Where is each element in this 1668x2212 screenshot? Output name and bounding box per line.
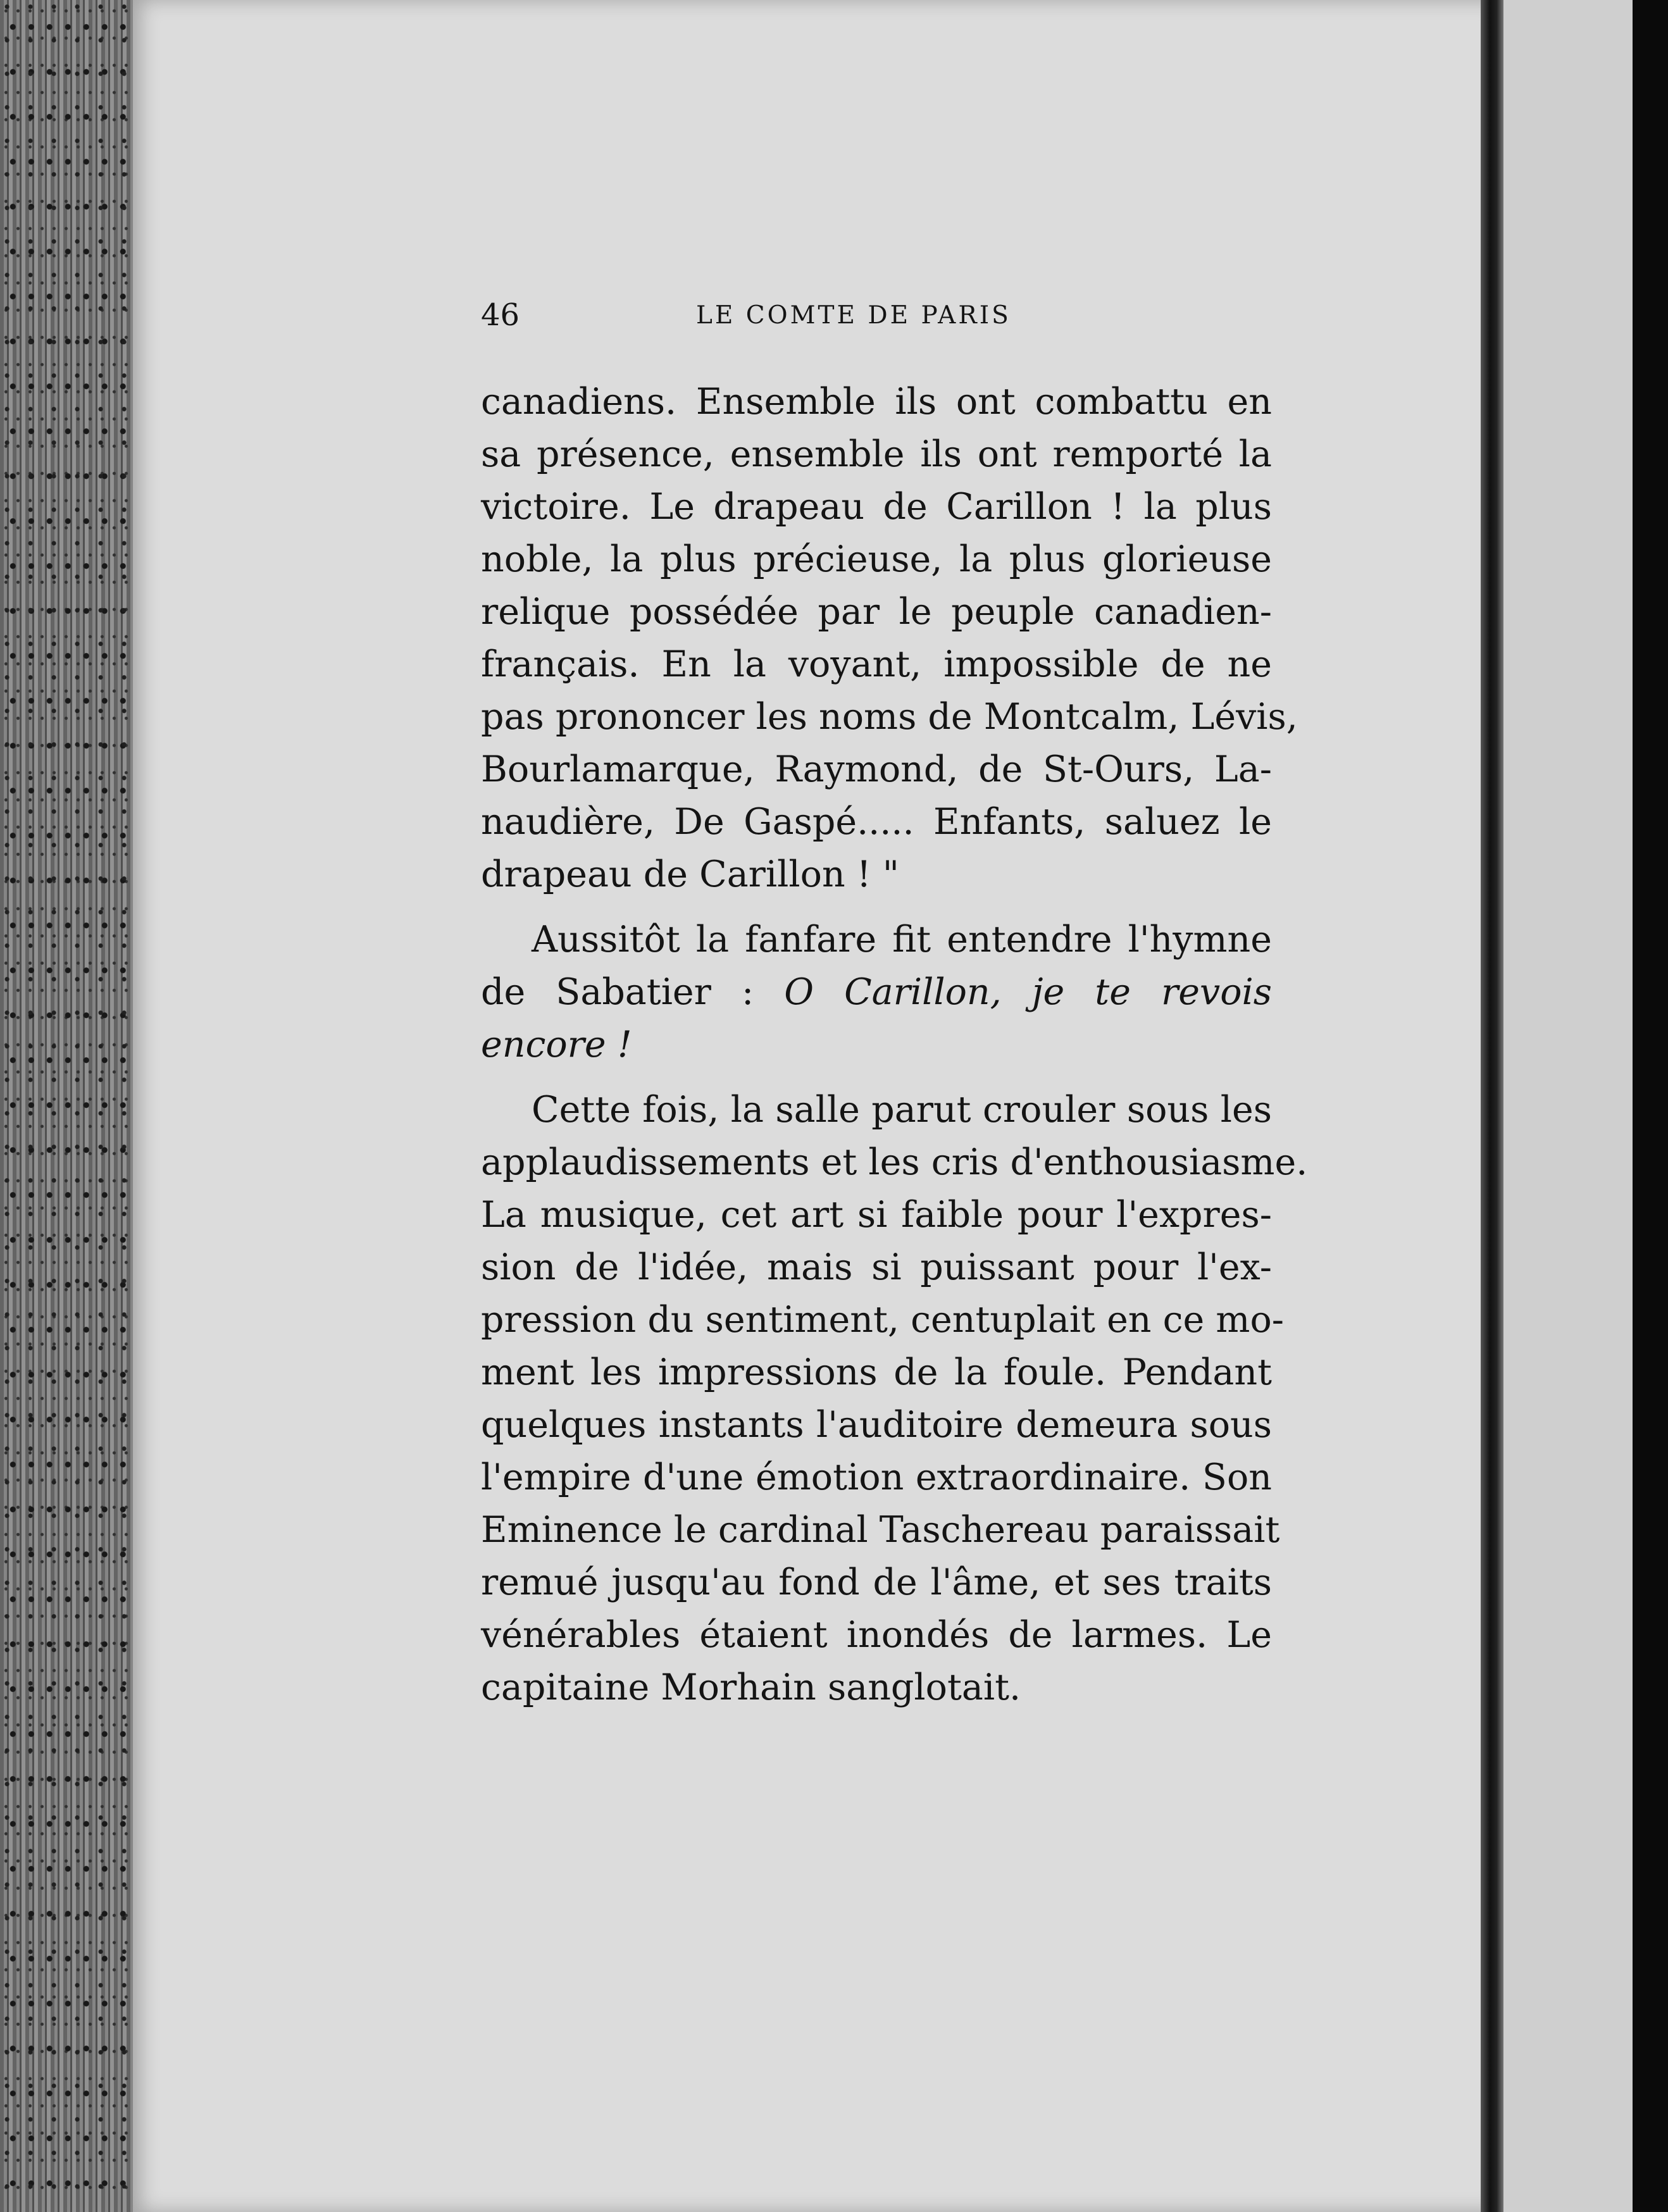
- book-gutter: [1481, 0, 1503, 2212]
- paragraph-2: [481, 914, 1272, 1071]
- text-span: de Sabatier :: [481, 971, 754, 1013]
- song-title: O Carillon, je te revois: [784, 971, 1272, 1013]
- text-line: capitaine Morhain sanglotait.: [481, 1667, 1021, 1708]
- text-line: Cette fois, la salle parut crouler sous les: [532, 1089, 1272, 1131]
- text-line: Eminence le cardinal Taschereau paraissait: [481, 1509, 1280, 1551]
- page-number: 46: [481, 297, 520, 333]
- text-line: français. En la voyant, impossible de ne: [481, 643, 1272, 685]
- text-line: quelques instants l'auditoire demeura sous: [481, 1404, 1272, 1446]
- paragraph-1: [481, 376, 1298, 901]
- running-head: [481, 297, 1272, 348]
- text-line: La musique, cet art si faible pour l'expres-: [481, 1194, 1272, 1236]
- text-line: applaudissements et les cris d'enthousiasme.: [481, 1141, 1308, 1183]
- text-line: vénérables étaient inondés de larmes. Le: [481, 1614, 1272, 1656]
- text-line: relique possédée par le peuple canadien-: [481, 591, 1272, 633]
- text-line: ment les impressions de la foule. Pendant: [481, 1351, 1272, 1393]
- text-line: pression du sentiment, centuplait en ce mo-: [481, 1299, 1285, 1341]
- text-line: Bourlamarque, Raymond, de St-Ours, La-: [481, 749, 1272, 790]
- text-line: [481, 966, 1272, 1019]
- song-title-end: encore !: [481, 1024, 632, 1066]
- text-line: remué jusqu'au fond de l'âme, et ses traits: [481, 1562, 1272, 1603]
- text-line: canadiens. Ensemble ils ont combattu en: [481, 381, 1272, 423]
- page-text: [481, 297, 1308, 1714]
- text-line: naudière, De Gaspé..... Enfants, saluez le: [481, 801, 1272, 843]
- running-title: LE COMTE DE PARIS: [696, 301, 1011, 330]
- text-line: drapeau de Carillon ! ": [481, 854, 900, 895]
- text-line: noble, la plus précieuse, la plus glorieuse: [481, 538, 1272, 580]
- text-line: sion de l'idée, mais si puissant pour l'ex-: [481, 1246, 1272, 1288]
- text-line: Aussitôt la fanfare fit entendre l'hymne: [532, 919, 1272, 960]
- text-line: pas prononcer les noms de Montcalm, Lévis,: [481, 696, 1298, 738]
- text-line: victoire. Le drapeau de Carillon ! la plus: [481, 486, 1272, 528]
- scan-border-right: [1633, 0, 1668, 2212]
- text-line: l'empire d'une émotion extraordinaire. Son: [481, 1457, 1272, 1498]
- book-edge-left: [0, 0, 146, 2212]
- text-line: sa présence, ensemble ils ont remporté la: [481, 433, 1272, 475]
- paragraph-3: [481, 1084, 1308, 1714]
- body-text: [481, 376, 1308, 1714]
